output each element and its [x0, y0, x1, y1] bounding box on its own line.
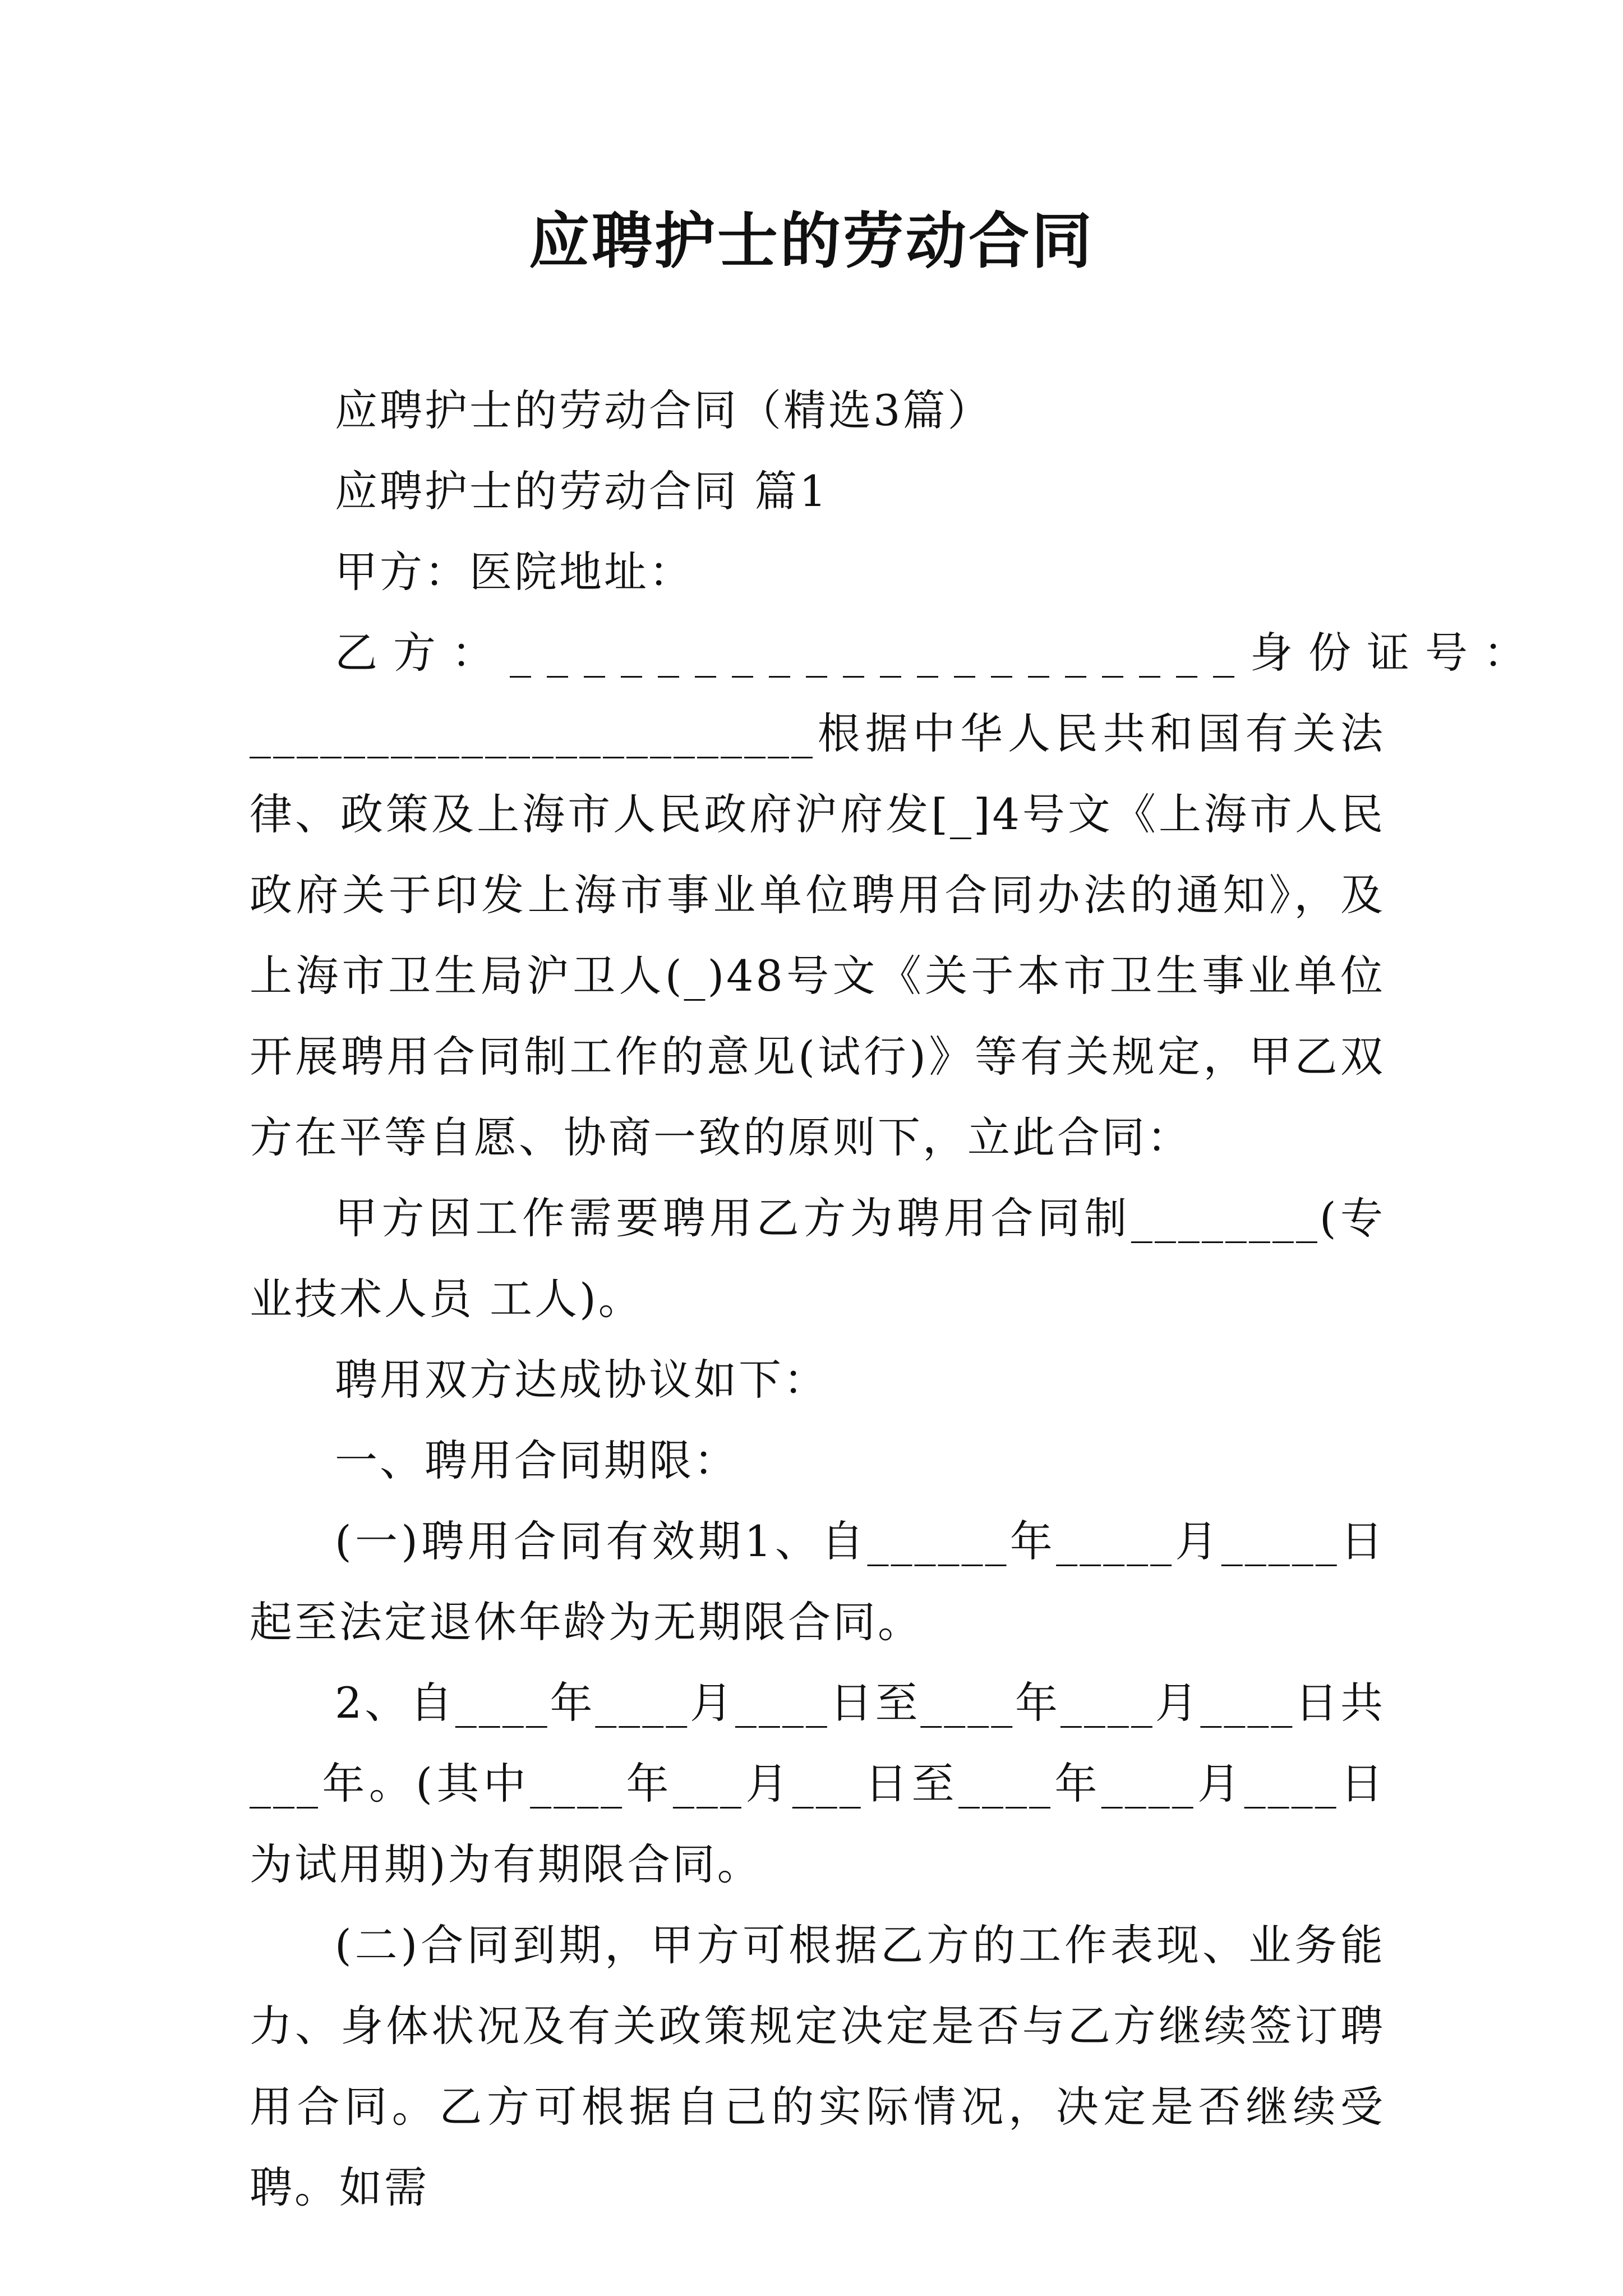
paragraph-agreement: 聘用双方达成协议如下： — [335, 1355, 828, 1405]
paragraph-expiry: (二)合同到期，甲方可根据乙方的工作表现、业务能力、身体状况及有关政策规定决定是否与乙方继续签订聘用合同。乙方可根据自己的实际情况，决定是否继续受聘。如需 — [250, 1920, 1385, 2212]
paragraph-section-heading: 应聘护士的劳动合同 篇1 — [335, 466, 829, 516]
paragraph-party-b: 乙方：____________________身份证号： — [335, 628, 1542, 678]
document-body — [250, 370, 1542, 2228]
paragraph-party-a: 甲方：医院地址： — [335, 547, 694, 597]
paragraph-legal-basis: ________________________根据中华人民共和国有关法律、政策及上海市人民政府沪府发[_]4号文《上海市人民政府关于印发上海市事业单位聘用合同办法的通知》，及上海市卫生局沪卫人(_)48号文《关于本市卫生事业单位开展聘用合同制工作的意见(试行)》等有关规定，甲乙双方在平等自愿、协商一致的原则下，立此合同： — [250, 708, 1385, 1162]
paragraph-term-two: 2、自____年____月____日至____年____月____日共___年。(其中____年___月___日至____年____月____日为试用期)为有期限合同。 — [250, 1678, 1385, 1889]
paragraph-term-heading: 一、聘用合同期限： — [335, 1435, 739, 1485]
document-title: 应聘护士的劳动合同 — [528, 206, 1094, 277]
paragraph-term-one: (一)聘用合同有效期1、自______年_____月_____日起至法定退休年龄为无期限合同。 — [250, 1516, 1385, 1647]
paragraph-hiring: 甲方因工作需要聘用乙方为聘用合同制________(专业技术人员 工人)。 — [250, 1193, 1385, 1324]
paragraph-subtitle: 应聘护士的劳动合同（精选3篇） — [335, 385, 993, 435]
